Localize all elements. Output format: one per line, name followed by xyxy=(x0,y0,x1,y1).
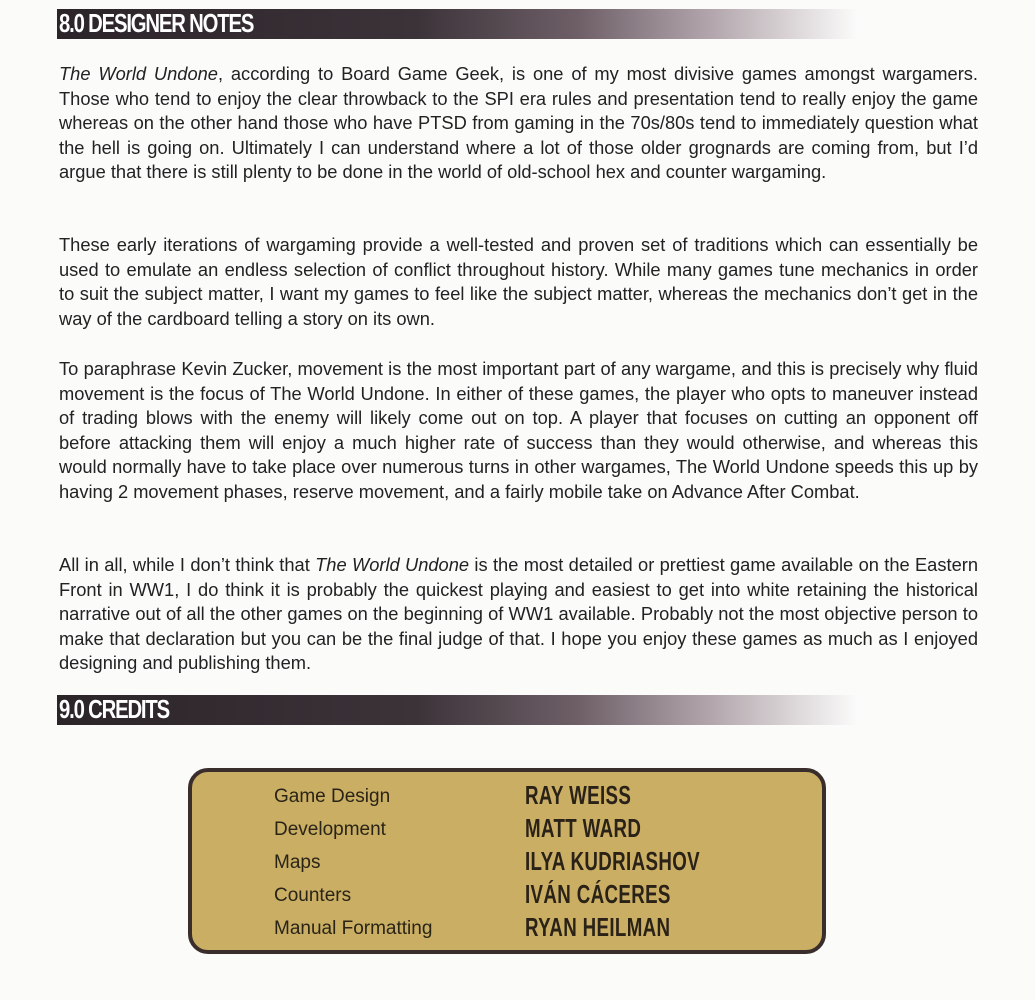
credit-role: Development xyxy=(274,819,386,840)
credit-role: Counters xyxy=(274,885,352,906)
designer-notes-header xyxy=(57,9,857,39)
designer-notes-title: 8.0 DESIGNER NOTES xyxy=(59,8,254,38)
credit-name: RAY WEISS xyxy=(525,780,632,810)
notes-paragraph-1-text: , according to Board Game Geek, is one of my most divisive games amongst wargamers. Those who tend to enjoy the clear throwback to the SPI era rules and presentation tend to really enjoy the game whereas on the other hand those who have PTSD from gaming in the 70s/80s tend to immediately question what the hell is going on. Ultimately I can understand where a lot of those older grognards are coming from, but I’d argue that there is still plenty to be done in the world of old-school hex and counter wargaming. xyxy=(59,63,979,182)
credit-name: IVÁN CÁCERES xyxy=(525,879,671,909)
credits-header xyxy=(57,695,857,725)
notes-paragraph-4-text-before: All in all, while I don’t think that xyxy=(59,554,316,575)
credits-box xyxy=(188,768,826,954)
notes-paragraph-3: To paraphrase Kevin Zucker, movement is the most important part of any wargame, and this is precisely why fluid movement is the focus of The World Undone. In either of these games, the player who opts to maneuver instead of trading blows with the enemy will likely come out on top. A player that focuses on cutting an opponent off before attacking them will enjoy a much higher rate of success than they would otherwise, and whereas this would normally have to take place over numerous turns in other wargames, The World Undone speeds this up by having 2 movement phases, reserve movement, and a fairly mobile take on Advance After Combat. xyxy=(59,358,978,502)
notes-paragraph-2: These early iterations of wargaming provide a well-tested and proven set of traditions which can essentially be used to emulate an endless selection of conflict throughout history. While many games tune mechanics in order to suit the subject matter, I want my games to feel like the subject matter, whereas the mechanics don’t get in the way of the cardboard telling a story on its own. xyxy=(59,234,978,329)
credit-role: Game Design xyxy=(274,786,391,807)
notes-paragraph-1 xyxy=(59,62,978,185)
credit-name: RYAN HEILMAN xyxy=(525,912,671,942)
credit-role: Maps xyxy=(274,852,321,873)
credit-name: MATT WARD xyxy=(525,813,642,843)
notes-paragraph-4-text-after: is the most detailed or prettiest game available on the Eastern Front in WW1, I do think it is probably the quickest playing and easiest to get into white retaining the historical narrative out of all the other games on the beginning of WW1 available. Probably not the most objective person to make that declaration but you can be the final judge of that. I hope you enjoy these games as much as I enjoyed designing and publishing them. xyxy=(59,554,978,673)
game-title-emphasis: The World Undone xyxy=(315,554,470,575)
credit-name: ILYA KUDRIASHOV xyxy=(525,846,700,876)
game-title-emphasis: The World Undone xyxy=(59,63,218,84)
notes-paragraph-4 xyxy=(59,553,978,676)
credits-title: 9.0 CREDITS xyxy=(59,694,169,724)
credit-role: Manual Formatting xyxy=(274,918,433,939)
